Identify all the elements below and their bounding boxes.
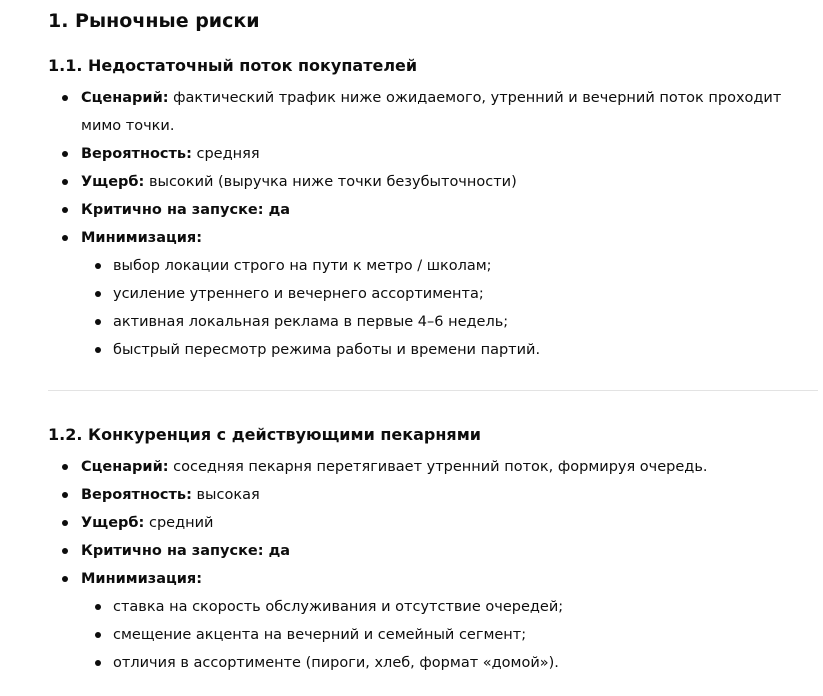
mitigation-item: активная локальная реклама в первые 4–6 недель; (81, 308, 818, 336)
risk-details-list (48, 453, 818, 677)
list-item-probability (48, 140, 818, 168)
damage-text: высокий (выручка ниже точки безубыточности) (144, 174, 517, 190)
mitigation-list (81, 593, 818, 677)
list-item-mitigation (48, 565, 818, 677)
mitigation-label: Минимизация: (81, 230, 203, 246)
list-item-damage (48, 168, 818, 196)
section-heading: 1.1. Недостаточный поток покупателей (48, 56, 418, 75)
critical-text: Критично на запуске: да (81, 202, 291, 218)
list-item-mitigation (48, 224, 818, 364)
mitigation-item: отличия в ассортименте (пироги, хлеб, формат «домой»). (81, 649, 818, 677)
section-divider (48, 390, 818, 391)
scenario-label: Сценарий: (81, 459, 169, 475)
list-item-scenario (48, 84, 818, 140)
scenario-text: фактический трафик ниже ожидаемого, утренний и вечерний поток проходит мимо точки. (81, 90, 782, 134)
mitigation-item: быстрый пересмотр режима работы и времени партий. (81, 336, 818, 364)
mitigation-list (81, 252, 818, 364)
mitigation-label: Минимизация: (81, 571, 203, 587)
probability-label: Вероятность: (81, 146, 192, 162)
damage-text: средний (144, 515, 214, 531)
risk-details-list (48, 84, 818, 364)
page-title: 1. Рыночные риски (48, 10, 260, 32)
damage-label: Ущерб: (81, 515, 145, 531)
list-item-scenario (48, 453, 818, 481)
mitigation-item: ставка на скорость обслуживания и отсутствие очередей; (81, 593, 818, 621)
list-item-probability (48, 481, 818, 509)
probability-text: средняя (191, 146, 260, 162)
probability-label: Вероятность: (81, 487, 192, 503)
mitigation-item: смещение акцента на вечерний и семейный сегмент; (81, 621, 818, 649)
mitigation-item: выбор локации строго на пути к метро / школам; (81, 252, 818, 280)
scenario-text: соседняя пекарня перетягивает утренний поток, формируя очередь. (168, 459, 708, 475)
list-item-damage (48, 509, 818, 537)
list-item-critical (48, 196, 818, 224)
probability-text: высокая (191, 487, 260, 503)
scenario-label: Сценарий: (81, 90, 169, 106)
section-heading: 1.2. Конкуренция с действующими пекарнями (48, 425, 481, 444)
mitigation-item: усиление утреннего и вечернего ассортимента; (81, 280, 818, 308)
damage-label: Ущерб: (81, 174, 145, 190)
critical-text: Критично на запуске: да (81, 543, 291, 559)
list-item-critical (48, 537, 818, 565)
